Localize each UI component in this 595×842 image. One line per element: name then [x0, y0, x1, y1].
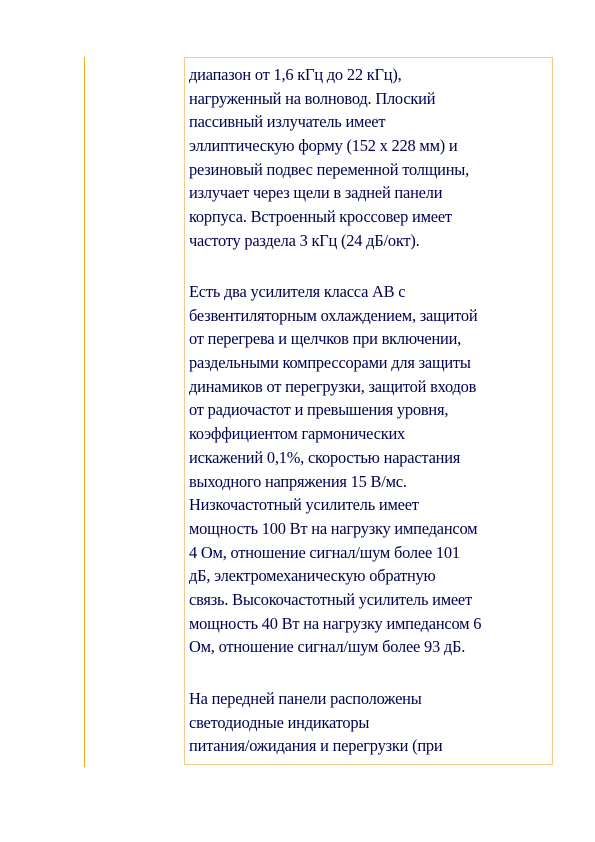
- paragraph-3: [189, 687, 442, 758]
- text-line: безвентиляторным охлаждением, защитой: [189, 305, 478, 325]
- paragraph-1: [189, 63, 469, 253]
- text-line: мощность 40 Вт на нагрузку импедансом 6: [189, 613, 482, 633]
- text-line: раздельными компрессорами для защиты: [189, 353, 471, 373]
- text-line: искажений 0,1%, скоростью нарастания: [189, 447, 461, 467]
- text-line: частоту раздела 3 кГц (24 дБ/окт).: [189, 230, 420, 250]
- text-line: Низкочастотный усилитель имеет: [189, 495, 419, 515]
- text-line: резиновый подвес переменной толщины,: [189, 159, 469, 179]
- text-line: эллиптическую форму (152 x 228 мм) и: [189, 136, 458, 156]
- text-line: пассивный излучатель имеет: [189, 112, 386, 132]
- text-line: нагруженный на волновод. Плоский: [189, 88, 436, 108]
- text-line: излучает через щели в задней панели: [189, 183, 443, 203]
- text-line: от перегрева и щелчков при включении,: [189, 329, 462, 349]
- text-line: коэффициентом гармонических: [189, 424, 406, 444]
- text-line: динамиков от перегрузки, защитой входов: [189, 376, 477, 396]
- text-line: от радиочастот и превышения уровня,: [189, 400, 449, 420]
- text-line: выходного напряжения 15 В/мс.: [189, 471, 407, 491]
- text-line: мощность 100 Вт на нагрузку импедансом: [189, 518, 478, 538]
- paragraph-2: [189, 280, 481, 659]
- text-line: 4 Ом, отношение сигнал/шум более 101: [189, 542, 460, 562]
- text-line: Ом, отношение сигнал/шум более 93 дБ.: [189, 637, 466, 657]
- text-line: питания/ожидания и перегрузки (при: [189, 736, 443, 756]
- text-frame: [184, 57, 553, 765]
- text-line: связь. Высокочастотный усилитель имеет: [189, 589, 472, 609]
- text-line: дБ, электромеханическую обратную: [189, 566, 436, 586]
- margin-rule: [84, 57, 85, 767]
- text-line: На передней панели расположены: [189, 689, 422, 708]
- text-line: диапазон от 1,6 кГц до 22 кГц),: [189, 65, 402, 84]
- text-line: светодиодные индикаторы: [189, 712, 370, 732]
- text-line: Есть два усилителя класса AB с: [189, 282, 406, 301]
- text-line: корпуса. Встроенный кроссовер имеет: [189, 207, 452, 227]
